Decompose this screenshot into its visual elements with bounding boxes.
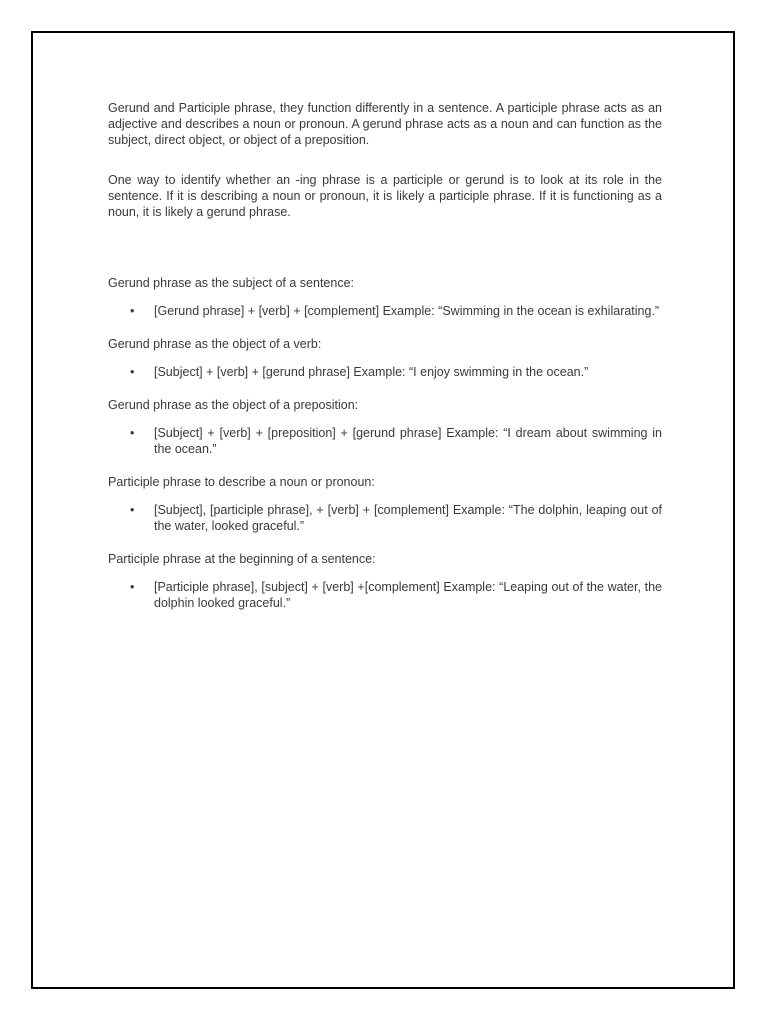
bullet-dot-icon: •: [130, 503, 135, 517]
bullet-list: [108, 502, 662, 534]
bullet-text: [Subject] + [verb] + [preposition] + [gerund phrase] Example: “I dream about swimming in the ocean.”: [154, 426, 662, 456]
list-item: [108, 579, 662, 611]
intro-paragraph-1: Gerund and Participle phrase, they function differently in a sentence. A participle phrase acts as an adjective and describes a noun or pronoun. A gerund phrase acts as a noun and can function as the subject, direct object, or object of a preposition.: [108, 101, 662, 147]
section-heading-gerund-object-preposition: Gerund phrase as the object of a preposition:: [108, 398, 359, 412]
document-page: [31, 31, 735, 989]
bullet-dot-icon: •: [130, 426, 135, 440]
bullet-dot-icon: •: [130, 304, 135, 318]
bullet-list: [108, 425, 662, 457]
bullet-text: [Subject], [participle phrase], + [verb] + [complement] Example: “The dolphin, leaping out of the water, looked graceful.”: [154, 503, 662, 533]
bullet-text: [Subject] + [verb] + [gerund phrase] Example: “I enjoy swimming in the ocean.”: [154, 365, 589, 379]
bullet-list: [108, 364, 662, 380]
list-item: [108, 425, 662, 457]
bullet-text: [Gerund phrase] + [verb] + [complement] Example: “Swimming in the ocean is exhilarating.”: [154, 304, 660, 318]
section-heading-gerund-object-verb: Gerund phrase as the object of a verb:: [108, 337, 322, 351]
bullet-dot-icon: •: [130, 580, 135, 594]
section-heading-gerund-subject: Gerund phrase as the subject of a sentence:: [108, 276, 354, 290]
bullet-list: [108, 303, 662, 319]
section-heading-participle-describe: Participle phrase to describe a noun or pronoun:: [108, 475, 375, 489]
intro-paragraph-2: One way to identify whether an -ing phrase is a participle or gerund is to look at its role in the sentence. If it is describing a noun or pronoun, it is likely a participle phrase. If it is functioning as a noun, it is likely a gerund phrase.: [108, 173, 662, 219]
bullet-text: [Participle phrase], [subject] + [verb] +[complement] Example: “Leaping out of the water, the dolphin looked graceful.”: [154, 580, 662, 610]
section-heading-participle-beginning: Participle phrase at the beginning of a sentence:: [108, 552, 376, 566]
bullet-dot-icon: •: [130, 365, 135, 379]
bullet-list: [108, 579, 662, 611]
list-item: [108, 364, 662, 380]
list-item: [108, 502, 662, 534]
document-body: [108, 100, 662, 611]
list-item: [108, 303, 662, 319]
